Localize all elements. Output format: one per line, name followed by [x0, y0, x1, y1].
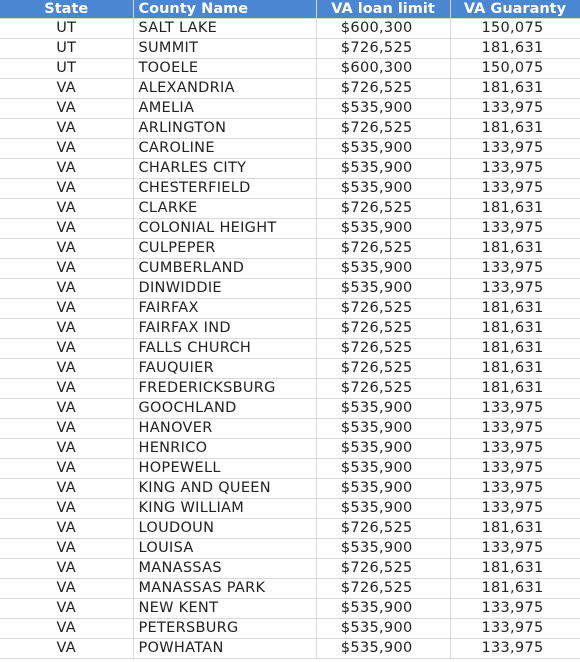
state-cell[interactable]: VA — [0, 339, 133, 359]
va-loan-limit-cell[interactable]: $535,900 — [316, 179, 450, 199]
header-state[interactable]: State — [0, 0, 133, 19]
county-name-cell[interactable]: PETERSBURG — [133, 619, 316, 639]
county-name-cell[interactable]: SUMMIT — [133, 39, 316, 59]
va-guaranty-cell[interactable]: 181,631 — [450, 299, 580, 319]
state-cell[interactable]: VA — [0, 499, 133, 519]
table-row — [0, 79, 580, 99]
table-row — [0, 279, 580, 299]
va-guaranty-cell[interactable]: 133,975 — [450, 419, 580, 439]
county-name-cell[interactable]: POWHATAN — [133, 639, 316, 659]
county-name-cell[interactable]: KING AND QUEEN — [133, 479, 316, 499]
table-row — [0, 239, 580, 259]
state-cell[interactable]: VA — [0, 559, 133, 579]
state-cell[interactable]: VA — [0, 539, 133, 559]
va-loan-limit-cell[interactable]: $726,525 — [316, 579, 450, 599]
va-loan-limit-cell[interactable]: $726,525 — [316, 559, 450, 579]
va-guaranty-cell[interactable]: 133,975 — [450, 279, 580, 299]
va-guaranty-cell[interactable]: 133,975 — [450, 139, 580, 159]
va-loan-limit-cell[interactable]: $535,900 — [316, 599, 450, 619]
county-name-cell[interactable]: KING WILLIAM — [133, 499, 316, 519]
table-row — [0, 59, 580, 79]
state-cell[interactable]: VA — [0, 119, 133, 139]
county-name-cell[interactable]: NEW KENT — [133, 599, 316, 619]
va-guaranty-cell[interactable]: 150,075 — [450, 59, 580, 79]
va-loan-limit-cell[interactable]: $726,525 — [316, 339, 450, 359]
va-guaranty-cell[interactable]: 133,975 — [450, 599, 580, 619]
county-name-cell[interactable]: CLARKE — [133, 199, 316, 219]
va-loan-limit-cell[interactable]: $726,525 — [316, 239, 450, 259]
table-row — [0, 479, 580, 499]
table-row — [0, 579, 580, 599]
va-loan-limit-cell[interactable]: $600,300 — [316, 19, 450, 39]
va-guaranty-cell[interactable]: 133,975 — [450, 399, 580, 419]
state-cell[interactable]: UT — [0, 39, 133, 59]
header-row — [0, 0, 580, 19]
state-cell[interactable]: VA — [0, 479, 133, 499]
va-loan-limit-cell[interactable]: $535,900 — [316, 499, 450, 519]
county-name-cell[interactable]: ARLINGTON — [133, 119, 316, 139]
table-row — [0, 459, 580, 479]
table-row — [0, 559, 580, 579]
va-loan-limit-cell[interactable]: $726,525 — [316, 319, 450, 339]
county-name-cell[interactable]: HOPEWELL — [133, 459, 316, 479]
state-cell[interactable]: VA — [0, 599, 133, 619]
va-loan-limit-cell[interactable]: $535,900 — [316, 479, 450, 499]
state-cell[interactable]: VA — [0, 619, 133, 639]
va-guaranty-cell[interactable]: 181,631 — [450, 119, 580, 139]
state-cell[interactable]: VA — [0, 579, 133, 599]
va-loan-limit-cell[interactable]: $535,900 — [316, 139, 450, 159]
va-loan-limit-cell[interactable]: $726,525 — [316, 119, 450, 139]
table-body — [0, 19, 580, 659]
va-guaranty-cell[interactable]: 181,631 — [450, 199, 580, 219]
state-cell[interactable]: UT — [0, 19, 133, 39]
header-va-loan-limit[interactable]: VA loan limit — [316, 0, 450, 19]
va-loan-limit-cell[interactable]: $535,900 — [316, 279, 450, 299]
county-name-cell[interactable]: FAUQUIER — [133, 359, 316, 379]
state-cell[interactable]: VA — [0, 199, 133, 219]
va-guaranty-cell[interactable]: 133,975 — [450, 539, 580, 559]
county-name-cell[interactable]: MANASSAS PARK — [133, 579, 316, 599]
table-row — [0, 159, 580, 179]
county-name-cell[interactable]: FAIRFAX — [133, 299, 316, 319]
county-name-cell[interactable]: LOUDOUN — [133, 519, 316, 539]
va-guaranty-cell[interactable]: 133,975 — [450, 639, 580, 659]
table-row — [0, 399, 580, 419]
state-cell[interactable]: UT — [0, 59, 133, 79]
county-name-cell[interactable]: MANASSAS — [133, 559, 316, 579]
table-row — [0, 39, 580, 59]
state-cell[interactable]: VA — [0, 319, 133, 339]
va-guaranty-cell[interactable]: 133,975 — [450, 179, 580, 199]
state-cell[interactable]: VA — [0, 299, 133, 319]
va-loan-limit-cell[interactable]: $726,525 — [316, 519, 450, 539]
va-guaranty-cell[interactable]: 133,975 — [450, 219, 580, 239]
table-row — [0, 599, 580, 619]
county-name-cell[interactable]: FALLS CHURCH — [133, 339, 316, 359]
state-cell[interactable]: VA — [0, 99, 133, 119]
state-cell[interactable]: VA — [0, 639, 133, 659]
va-loan-limit-cell[interactable]: $726,525 — [316, 359, 450, 379]
va-guaranty-cell[interactable]: 133,975 — [450, 439, 580, 459]
state-cell[interactable]: VA — [0, 79, 133, 99]
table-row — [0, 539, 580, 559]
state-cell[interactable]: VA — [0, 219, 133, 239]
va-guaranty-cell[interactable]: 133,975 — [450, 499, 580, 519]
table-row — [0, 439, 580, 459]
county-name-cell[interactable]: ALEXANDRIA — [133, 79, 316, 99]
va-guaranty-cell[interactable]: 133,975 — [450, 459, 580, 479]
va-loan-limit-cell[interactable]: $535,900 — [316, 639, 450, 659]
county-name-cell[interactable]: FREDERICKSBURG — [133, 379, 316, 399]
va-guaranty-cell[interactable]: 181,631 — [450, 379, 580, 399]
state-cell[interactable]: VA — [0, 379, 133, 399]
county-name-cell[interactable]: GOOCHLAND — [133, 399, 316, 419]
table-row — [0, 359, 580, 379]
va-loan-limit-cell[interactable]: $726,525 — [316, 39, 450, 59]
state-cell[interactable]: VA — [0, 159, 133, 179]
table-row — [0, 199, 580, 219]
va-guaranty-cell[interactable]: 133,975 — [450, 99, 580, 119]
county-name-cell[interactable]: LOUISA — [133, 539, 316, 559]
table-row — [0, 639, 580, 659]
state-cell[interactable]: VA — [0, 139, 133, 159]
state-cell[interactable]: VA — [0, 359, 133, 379]
table-row — [0, 339, 580, 359]
va-guaranty-cell[interactable]: 181,631 — [450, 359, 580, 379]
table-row — [0, 119, 580, 139]
va-guaranty-cell[interactable]: 133,975 — [450, 619, 580, 639]
table-row — [0, 219, 580, 239]
va-loan-limit-cell[interactable]: $535,900 — [316, 439, 450, 459]
county-name-cell[interactable]: TOOELE — [133, 59, 316, 79]
va-loan-limit-cell[interactable]: $535,900 — [316, 219, 450, 239]
va-guaranty-cell[interactable]: 181,631 — [450, 519, 580, 539]
county-name-cell[interactable]: CULPEPER — [133, 239, 316, 259]
table-row — [0, 319, 580, 339]
va-guaranty-cell[interactable]: 133,975 — [450, 479, 580, 499]
va-guaranty-cell[interactable]: 181,631 — [450, 239, 580, 259]
va-loan-limit-cell[interactable]: $535,900 — [316, 619, 450, 639]
county-name-cell[interactable]: CAROLINE — [133, 139, 316, 159]
va-guaranty-cell[interactable]: 181,631 — [450, 559, 580, 579]
county-name-cell[interactable]: AMELIA — [133, 99, 316, 119]
header-va-guaranty[interactable]: VA Guaranty — [450, 0, 580, 19]
state-cell[interactable]: VA — [0, 239, 133, 259]
state-cell[interactable]: VA — [0, 279, 133, 299]
county-name-cell[interactable]: HENRICO — [133, 439, 316, 459]
table-row — [0, 419, 580, 439]
va-guaranty-cell[interactable]: 150,075 — [450, 19, 580, 39]
va-loan-limit-cell[interactable]: $600,300 — [316, 59, 450, 79]
county-name-cell[interactable]: HANOVER — [133, 419, 316, 439]
table-row — [0, 19, 580, 39]
table-row — [0, 299, 580, 319]
state-cell[interactable]: VA — [0, 459, 133, 479]
state-cell[interactable]: VA — [0, 259, 133, 279]
county-name-cell[interactable]: CHESTERFIELD — [133, 179, 316, 199]
state-cell[interactable]: VA — [0, 519, 133, 539]
va-loan-limit-cell[interactable]: $726,525 — [316, 379, 450, 399]
table-row — [0, 519, 580, 539]
va-loan-limit-cell[interactable]: $535,900 — [316, 99, 450, 119]
table-row — [0, 99, 580, 119]
table-row — [0, 499, 580, 519]
va-guaranty-cell[interactable]: 181,631 — [450, 319, 580, 339]
va-loan-limit-cell[interactable]: $726,525 — [316, 199, 450, 219]
table-header — [0, 0, 580, 19]
va-loan-limit-cell[interactable]: $726,525 — [316, 79, 450, 99]
county-name-cell[interactable]: CHARLES CITY — [133, 159, 316, 179]
table-row — [0, 379, 580, 399]
va-guaranty-cell[interactable]: 181,631 — [450, 339, 580, 359]
table-row — [0, 619, 580, 639]
va-guaranty-cell[interactable]: 181,631 — [450, 39, 580, 59]
header-county-name[interactable]: County Name — [133, 0, 316, 19]
county-name-cell[interactable]: COLONIAL HEIGHT — [133, 219, 316, 239]
va-guaranty-cell[interactable]: 181,631 — [450, 579, 580, 599]
state-cell[interactable]: VA — [0, 179, 133, 199]
va-loan-limit-cell[interactable]: $535,900 — [316, 459, 450, 479]
va-loan-limit-cell[interactable]: $535,900 — [316, 159, 450, 179]
table-row — [0, 139, 580, 159]
state-cell[interactable]: VA — [0, 439, 133, 459]
va-loan-limit-cell[interactable]: $535,900 — [316, 539, 450, 559]
table-row — [0, 179, 580, 199]
va-guaranty-cell[interactable]: 181,631 — [450, 79, 580, 99]
va-loan-limit-cell[interactable]: $535,900 — [316, 399, 450, 419]
state-cell[interactable]: VA — [0, 419, 133, 439]
table-row — [0, 259, 580, 279]
va-guaranty-cell[interactable]: 133,975 — [450, 259, 580, 279]
va-loan-limit-cell[interactable]: $726,525 — [316, 299, 450, 319]
state-cell[interactable]: VA — [0, 399, 133, 419]
va-guaranty-cell[interactable]: 133,975 — [450, 159, 580, 179]
va-loan-limit-cell[interactable]: $535,900 — [316, 419, 450, 439]
va-loan-limit-cell[interactable]: $535,900 — [316, 259, 450, 279]
county-name-cell[interactable]: CUMBERLAND — [133, 259, 316, 279]
county-name-cell[interactable]: SALT LAKE — [133, 19, 316, 39]
county-name-cell[interactable]: DINWIDDIE — [133, 279, 316, 299]
county-name-cell[interactable]: FAIRFAX IND — [133, 319, 316, 339]
